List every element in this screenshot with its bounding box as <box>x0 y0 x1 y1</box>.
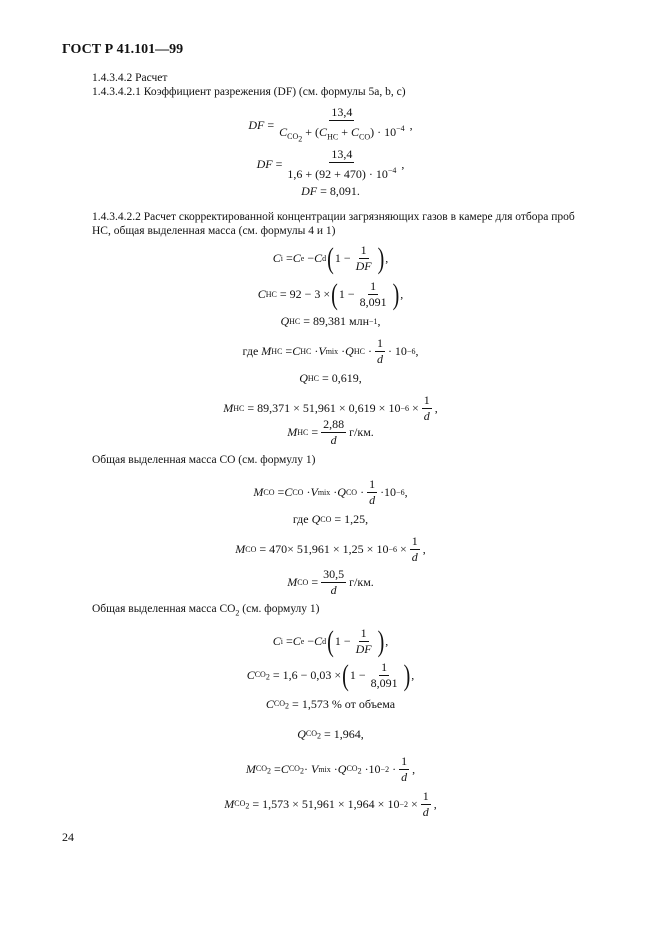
section-heading-hc-mass: HC, общая выделенная масса (см. формулы 4 и 1) <box>92 225 336 237</box>
formula-qco2: Q $CO_2$ = 1,964, <box>297 727 364 741</box>
formula-mhc-result: M HC = $\frac{2,88}{d}$ г/км. <box>287 417 374 447</box>
section-heading-calculation: 1.4.3.4.2 Расчет <box>92 72 168 84</box>
document-header: ГОСТ Р 41.101—99 <box>62 42 184 57</box>
formula-ci-co2: C i = C e − C d ( 1 − $\frac{1}{DF}$ ) , <box>272 625 389 658</box>
formula-df-substituted: DF = $\frac{13,4}{1,6 + (92 + 470) \cdot 10^{-4}}$ , <box>256 147 405 181</box>
formula-cco2-result: C $CO_2$ = 1,573 % от объема <box>265 697 396 711</box>
formula-cco2-calc: C $CO_2$ = 1,6 − 0,03 × ( 1 − $\frac{1}{8,091}$ ) , <box>246 659 415 692</box>
formula-chc: C HC = 92 − 3 × ( 1 − $\frac{1}{8,091}$ ) , <box>257 278 404 311</box>
section-heading-corrected-concentration: 1.4.3.4.2.2 Расчет скорректированной концентрации загрязняющих газов в камере для отбора проб <box>92 211 575 223</box>
formula-mco-calc: M CO = 470× 51,961 × 1,25 × 10 −6 × $\frac{1}{d}$ , <box>235 534 426 564</box>
section-heading-co-mass: Общая выделенная масса CO (см. формулу 1) <box>92 454 316 466</box>
formula-qhc-result: Q HC = 0,619, <box>299 371 362 385</box>
formula-mco2-general: M $CO_2$ = C $CO_2$ · V mix · Q $CO_2$ ·10 −2 · $\frac{1}{d}$ , <box>245 754 416 784</box>
formula-mhc-general: где M HC = C HC · V mix · Q HC · $\frac{1}{d}$ · 10 −6 , <box>242 336 419 366</box>
formula-qhc: Q HC = 89,381 млн −1 , <box>280 314 381 328</box>
section-heading-dilution-factor: 1.4.3.4.2.1 Коэффициент разрежения (DF) (см. формулы 5a, b, c) <box>92 86 406 98</box>
formula-df-result: DF = 8,091. <box>301 184 360 198</box>
formula-df-general: DF = $\frac{13,4}{C_{CO_2} + (C_{HC} + C_{CO}) \cdot 10^{-4}}$ , <box>248 105 413 144</box>
formula-mco-result: M CO = $\frac{30,5}{d}$ г/км. <box>287 567 374 597</box>
formula-mco2-calc: M $CO_2$ = 1,573 × 51,961 × 1,964 × 10 −2 × $\frac{1}{d}$ , <box>224 789 437 819</box>
formula-mhc-calc: M HC = 89,371 × 51,961 × 0,619 × 10 −6 × $\frac{1}{d}$ , <box>223 393 438 423</box>
formula-qco: где Q CO = 1,25, <box>292 512 369 526</box>
page-number: 24 <box>62 830 74 844</box>
formula-ci-general: C i = C e − C d ( 1 − $\frac{1}{DF}$ ) , <box>272 242 389 275</box>
formula-mco-general: M CO = C CO · V mix · Q CO · $\frac{1}{d}$ ·10 −6 , <box>253 477 408 507</box>
section-heading-co2-mass: Общая выделенная масса $CO_2$ (см. формулу 1) <box>92 603 320 618</box>
